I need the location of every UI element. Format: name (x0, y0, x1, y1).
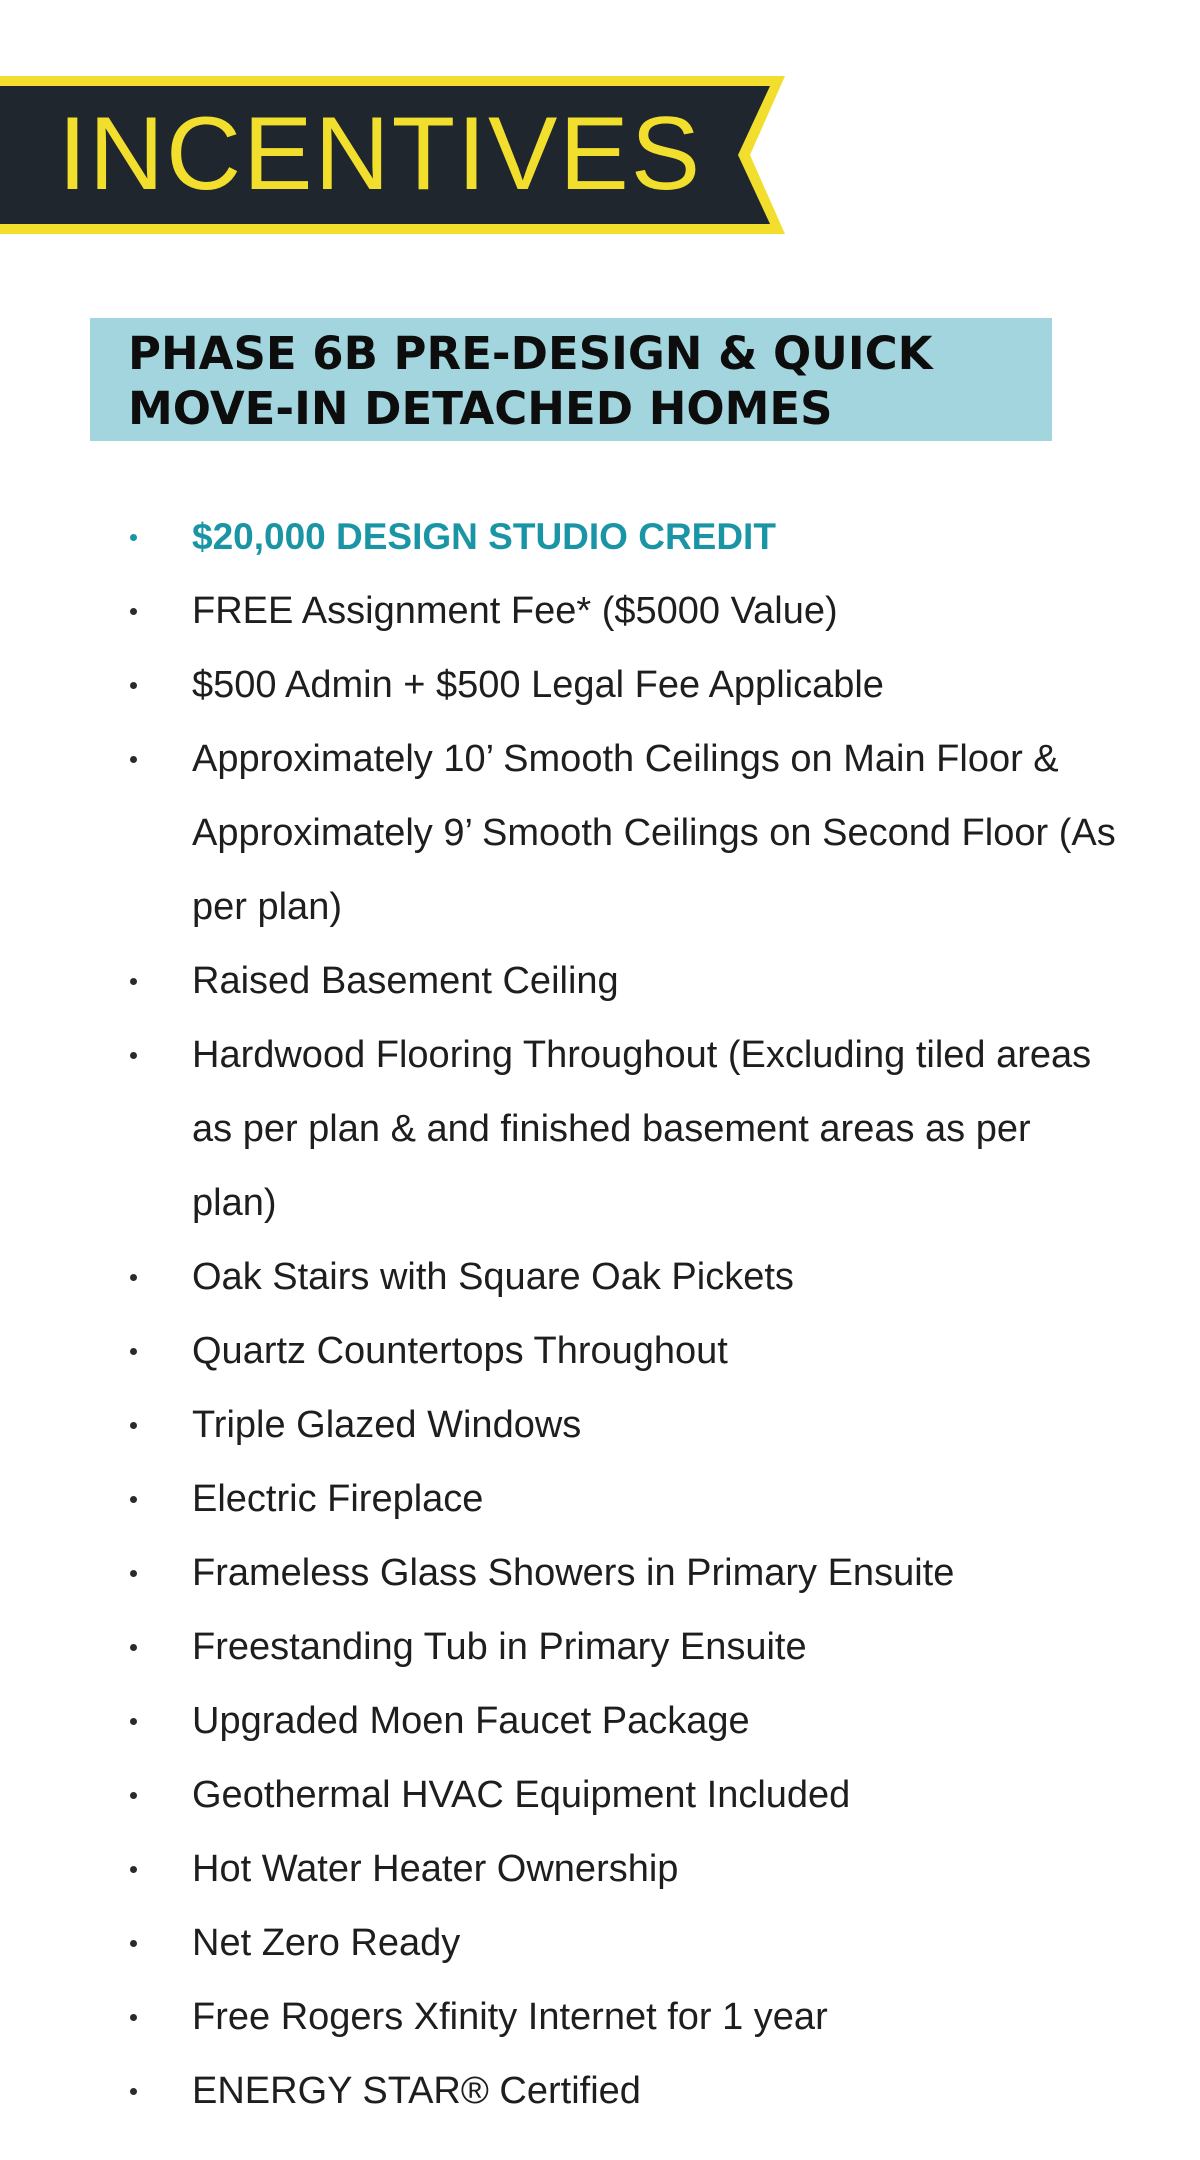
incentive-item (118, 574, 1118, 648)
incentive-text: Approximately 10’ Smooth Ceilings on Main Floor & Approximately 9’ Smooth Ceilings on Second Floor (As per plan) (192, 738, 1116, 928)
incentive-item (118, 1240, 1118, 1314)
bullet-icon (130, 1940, 137, 1947)
incentive-text: $500 Admin + $500 Legal Fee Applicable (192, 664, 884, 706)
incentive-text: Oak Stairs with Square Oak Pickets (192, 1256, 794, 1298)
incentive-text: Frameless Glass Showers in Primary Ensuite (192, 1552, 955, 1594)
incentive-item (118, 1314, 1118, 1388)
bullet-icon (130, 1274, 137, 1281)
incentive-text: Quartz Countertops Throughout (192, 1330, 728, 1372)
incentive-item (118, 500, 1118, 574)
incentive-text: Upgraded Moen Faucet Package (192, 1700, 750, 1742)
incentive-text: Net Zero Ready (192, 1922, 461, 1964)
incentive-item (118, 1536, 1118, 1610)
incentive-text: ENERGY STAR® Certified (192, 2070, 641, 2112)
bullet-icon (130, 1792, 137, 1799)
bullet-icon (130, 756, 137, 763)
incentive-item (118, 1980, 1118, 2054)
incentive-text: $20,000 DESIGN STUDIO CREDIT (192, 516, 776, 557)
incentive-text: Triple Glazed Windows (192, 1404, 582, 1446)
incentive-item (118, 944, 1118, 1018)
bullet-icon (130, 1348, 137, 1355)
bullet-icon (130, 1866, 137, 1873)
bullet-icon (130, 1052, 137, 1059)
phase-heading-box (90, 318, 1052, 441)
incentive-text: Hardwood Flooring Throughout (Excluding tiled areas as per plan & and finished basement areas as per plan) (192, 1034, 1092, 1224)
incentive-item (118, 1610, 1118, 1684)
bullet-icon (130, 1496, 137, 1503)
incentives-list (118, 500, 1118, 2128)
incentives-banner (0, 76, 790, 234)
incentive-item (118, 1018, 1118, 1240)
incentive-text: Free Rogers Xfinity Internet for 1 year (192, 1996, 828, 2038)
bullet-icon (130, 1570, 137, 1577)
incentive-item (118, 722, 1118, 944)
incentive-item (118, 1906, 1118, 1980)
banner-title: INCENTIVES (58, 96, 703, 212)
bullet-icon (130, 2014, 137, 2021)
incentive-item (118, 648, 1118, 722)
bullet-icon (130, 1718, 137, 1725)
incentive-item (118, 1684, 1118, 1758)
incentive-text: Freestanding Tub in Primary Ensuite (192, 1626, 807, 1668)
incentive-text: Electric Fireplace (192, 1478, 484, 1520)
bullet-icon (130, 1644, 137, 1651)
bullet-icon (130, 2088, 137, 2095)
phase-title: PHASE 6B PRE-DESIGN & QUICK MOVE-IN DETACHED HOMES (128, 327, 933, 435)
incentive-item (118, 2054, 1118, 2128)
incentive-item (118, 1462, 1118, 1536)
bullet-icon (130, 682, 137, 689)
incentive-text: Hot Water Heater Ownership (192, 1848, 679, 1890)
incentive-text: Raised Basement Ceiling (192, 960, 619, 1002)
incentive-item (118, 1388, 1118, 1462)
incentive-item (118, 1832, 1118, 1906)
incentive-text: FREE Assignment Fee* ($5000 Value) (192, 590, 838, 632)
incentive-item (118, 1758, 1118, 1832)
bullet-icon (130, 608, 137, 615)
bullet-icon (130, 978, 137, 985)
incentive-text: Geothermal HVAC Equipment Included (192, 1774, 851, 1816)
bullet-icon (130, 1422, 137, 1429)
bullet-icon (130, 534, 137, 541)
